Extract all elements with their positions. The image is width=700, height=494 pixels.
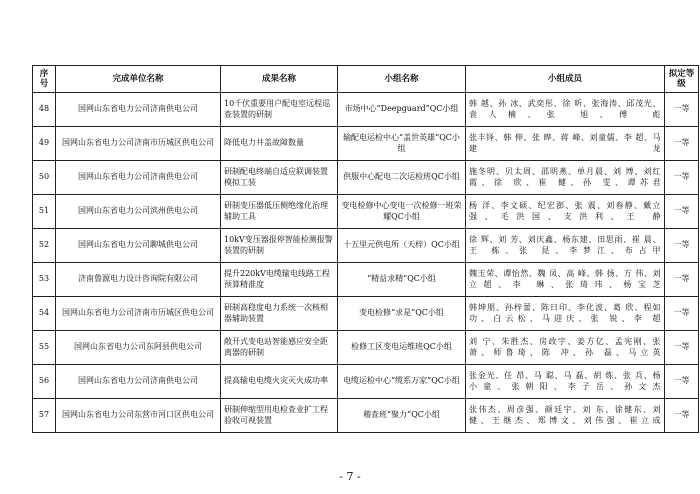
row-group: 市场中心“Deepguard”QC小组 [338,93,466,127]
row-group: 输配电运检中心“盖世英雄”QC小组 [338,127,466,161]
row-group: 变电检修“求是”QC小组 [338,297,466,331]
row-members: 张丰铎、韩 伸、张 晔、蒋 峰、刘童儒、李 超、马建龙 [466,127,665,161]
row-unit: 国网山东省电力公司济南市历城区供电公司 [56,297,221,331]
row-no: 48 [33,93,56,127]
header-members: 小组成员 [466,66,665,93]
row-unit: 国网山东省电力公司聊城供电公司 [56,229,221,263]
table-row [33,195,699,229]
row-grade: 一等 [665,399,699,433]
header-no: 序号 [33,66,56,93]
row-achievement: 提高输电电缆火灾灭火成功率 [221,365,338,399]
table-row [33,263,699,297]
row-grade: 一等 [665,331,699,365]
row-group: 稽查班“聚力”QC小组 [338,399,466,433]
row-grade: 一等 [665,161,699,195]
row-unit: 国网山东省电力公司东阿县供电公司 [56,331,221,365]
row-members: 张金光、任 昂、马 聪、马 磊、胡 炼、张 兵、杨小童、张朝阳、李子岳、孙文杰 [466,365,665,399]
table-body [33,93,699,433]
table-row [33,93,699,127]
row-unit: 国网山东省电力公司济南供电公司 [56,365,221,399]
header-group: 小组名称 [338,66,466,93]
table-row [33,297,699,331]
row-no: 51 [33,195,56,229]
row-grade: 一等 [665,297,699,331]
row-members: 魏玉荣、谭怡然、魏 凤、高 峰、韩 扬、方 伟、刘立超、李 琳、张琦玮、杨宝芝 [466,263,665,297]
row-group: 供服中心配电二次运检班QC小组 [338,161,466,195]
awards-table [32,65,699,433]
table-row [33,331,699,365]
row-members: 施冬明、贝太周、邵明燕、单月晨、刘 博、刘红霞、徐 欣、崔 健、孙 雯、谭苏君 [466,161,665,195]
row-members: 韩 越、孙 冰、武奕彤、徐 昕、张海涛、邱茂光、袁人楠、张 旭、傅 彪 [466,93,665,127]
table-row [33,365,699,399]
row-no: 54 [33,297,56,331]
row-unit: 国网山东省电力公司济南市历城区供电公司 [56,127,221,161]
row-achievement: 研制高稳度电力系统一次核相器辅助装置 [221,297,338,331]
header-unit: 完成单位名称 [56,66,221,93]
row-unit: 国网山东省电力公司滨州供电公司 [56,195,221,229]
row-achievement: 提升220kV电缆输电线路工程预算精准度 [221,263,338,297]
header-grade: 拟定等级 [665,66,699,93]
table-row [33,127,699,161]
row-grade: 一等 [665,127,699,161]
row-no: 53 [33,263,56,297]
row-members: 韩坤朋、孙梓蕾、陈日印、李化波、葛 欣、程如功、白云松、马迎庆、张 锐、李 超 [466,297,665,331]
row-group: 变电检修中心变电一次检修一班荣耀QC小组 [338,195,466,229]
row-achievement: 研制变压器低压侧绝缘化治理辅助工具 [221,195,338,229]
table-row [33,161,699,195]
row-grade: 一等 [665,229,699,263]
row-achievement: 研制配电终端自适应联调装置模拟工装 [221,161,338,195]
row-group: 检修工区变电运维班QC小组 [338,331,466,365]
row-achievement: 降低电力井盖故障数量 [221,127,338,161]
row-members: 刘 宁、朱胜杰、房政宇、姜方亿、孟宪刚、张 萧、师鲁琦、陈 冲、孙 磊、马立英 [466,331,665,365]
header-achievement: 成果名称 [221,66,338,93]
row-no: 50 [33,161,56,195]
row-members: 杨 洋、李文硕、纪宏澎、张 震、刘春静、戴立强、毛洪国、支洪利、王 静 [466,195,665,229]
row-members: 徐 辉、刘 芳、刘庆鑫、杨东建、田思雨、崔 晨、王 栋、张 昆、李梦江、布占甲 [466,229,665,263]
row-unit: 国网山东省电力公司东营市河口区供电公司 [56,399,221,433]
row-no: 52 [33,229,56,263]
row-grade: 一等 [665,365,699,399]
table-row [33,399,699,433]
row-achievement: 10千伏重要用户配电室远程巡查装置的研制 [221,93,338,127]
row-no: 49 [33,127,56,161]
row-members: 张伟杰、周彦强、颜廷宇、刘 东、徐健东、刘 健、王继杰、郑博文、刘伟强、崔立成 [466,399,665,433]
table-header-row [33,66,699,93]
row-grade: 一等 [665,195,699,229]
row-unit: 国网山东省电力公司济南供电公司 [56,161,221,195]
page-number: - 7 - [339,470,361,483]
row-group: “精益求精”QC小组 [338,263,466,297]
row-achievement: 10kV变压器报停智能检测报警装置的研制 [221,229,338,263]
row-unit: 国网山东省电力公司济南供电公司 [56,93,221,127]
row-group: 电缆运检中心“缆系万家”QC小组 [338,365,466,399]
row-grade: 一等 [665,93,699,127]
row-achievement: 研制伸缩型用电检查业扩工程验收可视装置 [221,399,338,433]
row-no: 57 [33,399,56,433]
row-grade: 一等 [665,263,699,297]
row-achievement: 敞开式变电站智能感应安全距离器的研制 [221,331,338,365]
row-group: 十五里元供电所（天梓）QC小组 [338,229,466,263]
row-unit: 济南鲁源电力设计咨询院有限公司 [56,263,221,297]
table-row [33,229,699,263]
row-no: 56 [33,365,56,399]
row-no: 55 [33,331,56,365]
